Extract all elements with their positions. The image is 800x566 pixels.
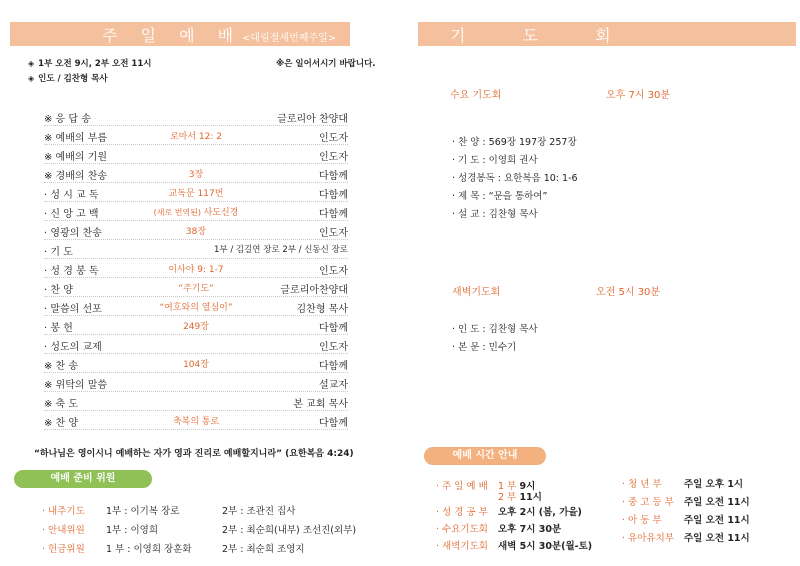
- order-leader: 인도자: [319, 266, 348, 277]
- schedule-value: [684, 530, 750, 544]
- order-detail-text: 이사야 9: 1-7: [168, 265, 224, 275]
- order-row: [44, 411, 348, 430]
- order-leader: 인도자: [319, 152, 348, 163]
- order-detail: [44, 319, 348, 332]
- schedule-value: [498, 489, 542, 503]
- wednesday-time: 오후 7시 30분: [606, 90, 671, 101]
- order-row: [44, 297, 348, 316]
- committee-title: 예배 준비 위원: [14, 470, 152, 488]
- schedule-part: 1 부: [498, 481, 517, 492]
- standing-notice: ※은 일어서시기 바랍니다.: [276, 59, 376, 69]
- dawn-time: 오전 5시 30분: [596, 287, 661, 298]
- schedule-time: 오후 7시 30분: [498, 524, 562, 535]
- order-row: [44, 145, 348, 164]
- schedule-label-text: · 수요기도회: [436, 524, 488, 535]
- committee-second: 2부 : 조관진 집사: [222, 506, 296, 517]
- order-name: ※ 축 도: [44, 399, 79, 410]
- schedule-label: [622, 512, 662, 526]
- committee-role: [42, 541, 85, 555]
- order-row: [44, 392, 348, 411]
- order-row: [44, 335, 348, 354]
- order-detail-text: 사도신경: [203, 208, 239, 218]
- order-row: [44, 278, 348, 297]
- order-detail-text: “주기도”: [178, 284, 214, 294]
- order-detail-text: 3장: [188, 170, 204, 180]
- order-name: · 성도의 교제: [44, 342, 102, 353]
- order-row: [44, 164, 348, 183]
- order-name: · 성 경 봉 독: [44, 266, 99, 277]
- committee-role-label: · 헌금위원: [42, 544, 85, 555]
- schedule-label: [436, 538, 488, 552]
- order-detail: 1부 / 김길연 장로 2부 / 신동신 장로: [214, 245, 348, 255]
- order-detail-text: “여호와의 열심이”: [159, 303, 233, 313]
- committee-role-label: · 안내위원: [42, 525, 85, 536]
- order-leader: 인도자: [319, 133, 348, 144]
- schedule-time: 11시: [516, 492, 542, 503]
- order-row: [44, 373, 348, 392]
- schedule-time: 주일 오전 11시: [684, 533, 750, 544]
- order-row: [44, 240, 348, 259]
- order-row: [44, 107, 348, 126]
- schedule-time: 오후 2시 (봄, 가을): [498, 507, 582, 518]
- order-row: [44, 354, 348, 373]
- schedule-value: [684, 512, 750, 526]
- prayer-title: 기 도 회: [450, 26, 637, 45]
- order-detail-note: (새로 번역된): [153, 208, 204, 217]
- order-leader: 다함께: [319, 418, 348, 429]
- schedule-title: 예배 시간 안내: [424, 447, 546, 465]
- service-times: ◈ 1부 오전 9시, 2부 오전 11시: [28, 59, 152, 69]
- order-detail: [44, 262, 348, 275]
- schedule-label-text: · 아 동 부: [622, 515, 662, 526]
- order-name: ※ 경배의 찬송: [44, 171, 108, 182]
- order-row: [44, 183, 348, 202]
- order-detail-text: 38장: [185, 227, 207, 237]
- schedule-time: 주일 오전 11시: [684, 497, 750, 508]
- schedule-value: [498, 504, 582, 518]
- order-leader: 다함께: [319, 361, 348, 372]
- order-leader: 인도자: [319, 228, 348, 239]
- order-name: ※ 응 답 송: [44, 114, 91, 125]
- diamond-icon: ◈: [28, 74, 35, 83]
- schedule-label: [622, 494, 674, 508]
- committee-first: 1 부 : 이영희 장훈화: [106, 544, 192, 555]
- order-row: [44, 221, 348, 240]
- schedule-time: 새벽 5시 30분(월-토): [498, 541, 593, 552]
- order-detail: [44, 357, 348, 370]
- order-row: [44, 126, 348, 145]
- schedule-label: [436, 478, 488, 492]
- schedule-label-text: · 주 일 예 배: [436, 481, 488, 492]
- order-detail-text: 249장: [183, 322, 209, 332]
- schedule-label: [622, 476, 662, 490]
- order-name: · 영광의 찬송: [44, 228, 102, 239]
- order-leader: 김찬형 목사: [296, 304, 348, 315]
- page-title: 주 일 예 배<대림절세번째주일>: [102, 26, 337, 45]
- order-detail: [44, 129, 348, 142]
- order-detail-text: 로마서 12: 2: [169, 132, 222, 142]
- right-header-bar: [418, 22, 796, 46]
- wednesday-item: · 설 교 : 김찬형 목사: [452, 209, 538, 220]
- order-leader: 글로리아찬양대: [280, 285, 348, 296]
- committee-second: 2부 : 최순희(내부) 조선진(외부): [222, 525, 357, 536]
- order-name: ※ 찬 송: [44, 361, 79, 372]
- schedule-value: [498, 521, 561, 535]
- schedule-label: [622, 530, 674, 544]
- order-detail: [44, 186, 348, 199]
- order-leader: 본 교회 목사: [293, 399, 348, 410]
- schedule-value: [684, 476, 743, 490]
- order-detail-text: 축복의 통로: [172, 417, 220, 427]
- schedule-label-text: · 청 년 부: [622, 479, 662, 490]
- wednesday-item: · 찬 양 : 569장 197장 257장: [452, 137, 577, 148]
- dawn-title: 새벽기도회: [452, 287, 501, 298]
- order-name: · 봉 헌: [44, 323, 73, 334]
- wednesday-item: · 기 도 : 이영희 권사: [452, 155, 538, 166]
- order-name: ※ 예배의 기원: [44, 152, 108, 163]
- schedule-value: [498, 538, 592, 552]
- schedule-label: [436, 521, 488, 535]
- bible-verse: “하나님은 영이시니 예배하는 자가 영과 진리로 예배할지니라” (요한복음 4:24): [34, 449, 354, 459]
- order-name: ※ 위탁의 말씀: [44, 380, 108, 391]
- schedule-time: 주일 오전 11시: [684, 515, 750, 526]
- order-name: · 신 앙 고 백: [44, 209, 99, 220]
- committee-second: 2부 : 최순희 조영지: [222, 544, 305, 555]
- committee-first: 1부 : 이기복 장로: [106, 506, 180, 517]
- preacher-line: ◈ 인도 / 김찬형 목사: [28, 74, 108, 84]
- schedule-label-text: · 중 고 등 부: [622, 497, 674, 508]
- order-detail: [44, 167, 348, 180]
- order-leader: 다함께: [319, 190, 348, 201]
- committee-first: 1부 : 이영희: [106, 525, 158, 536]
- order-leader: 다함께: [319, 171, 348, 182]
- schedule-time: 9시: [516, 481, 536, 492]
- order-row: [44, 316, 348, 335]
- committee-role: [42, 522, 85, 536]
- order-row: [44, 202, 348, 221]
- order-name: · 말씀의 선포: [44, 304, 102, 315]
- order-leader: 인도자: [319, 342, 348, 353]
- committee-role: [42, 503, 85, 517]
- diamond-icon: ◈: [28, 59, 35, 68]
- order-leader: 다함께: [319, 209, 348, 220]
- schedule-time: 주일 오후 1시: [684, 479, 744, 490]
- order-leader: 설교자: [319, 380, 348, 391]
- order-name: ※ 예배의 부름: [44, 133, 108, 144]
- wednesday-item: · 제 목 : “문을 통하여”: [452, 191, 548, 202]
- order-leader: 다함께: [319, 323, 348, 334]
- order-detail: [44, 224, 348, 237]
- left-header-bar: [10, 22, 350, 46]
- order-detail: [44, 414, 348, 427]
- order-detail: [44, 205, 348, 218]
- order-name: · 성 시 교 독: [44, 190, 99, 201]
- wednesday-title: 수요 기도회: [450, 90, 502, 101]
- order-detail-text: 교독문 117번: [168, 189, 224, 199]
- schedule-label: [436, 504, 488, 518]
- schedule-label-text: · 성 경 공 부: [436, 507, 488, 518]
- schedule-value: [684, 494, 750, 508]
- schedule-label-text: · 유아유치부: [622, 533, 674, 544]
- order-name: ※ 찬 양: [44, 418, 79, 429]
- page-subtitle: <대림절세번째주일>: [242, 33, 337, 44]
- committee-role-label: · 내주기도: [42, 506, 85, 517]
- schedule-part: 2 부: [498, 492, 517, 503]
- dawn-item: · 인 도 : 김찬형 목사: [452, 324, 538, 335]
- schedule-label-text: · 새벽기도회: [436, 541, 488, 552]
- order-row: [44, 259, 348, 278]
- order-name: · 찬 양: [44, 285, 73, 296]
- order-leader: 글로리아 찬양대: [277, 114, 348, 125]
- dawn-item: · 본 문 : 민수기: [452, 342, 517, 353]
- wednesday-item: · 성경봉독 : 요한복음 10: 1-6: [452, 173, 578, 184]
- order-detail-text: 104장: [183, 360, 209, 370]
- order-name: · 기 도: [44, 247, 73, 258]
